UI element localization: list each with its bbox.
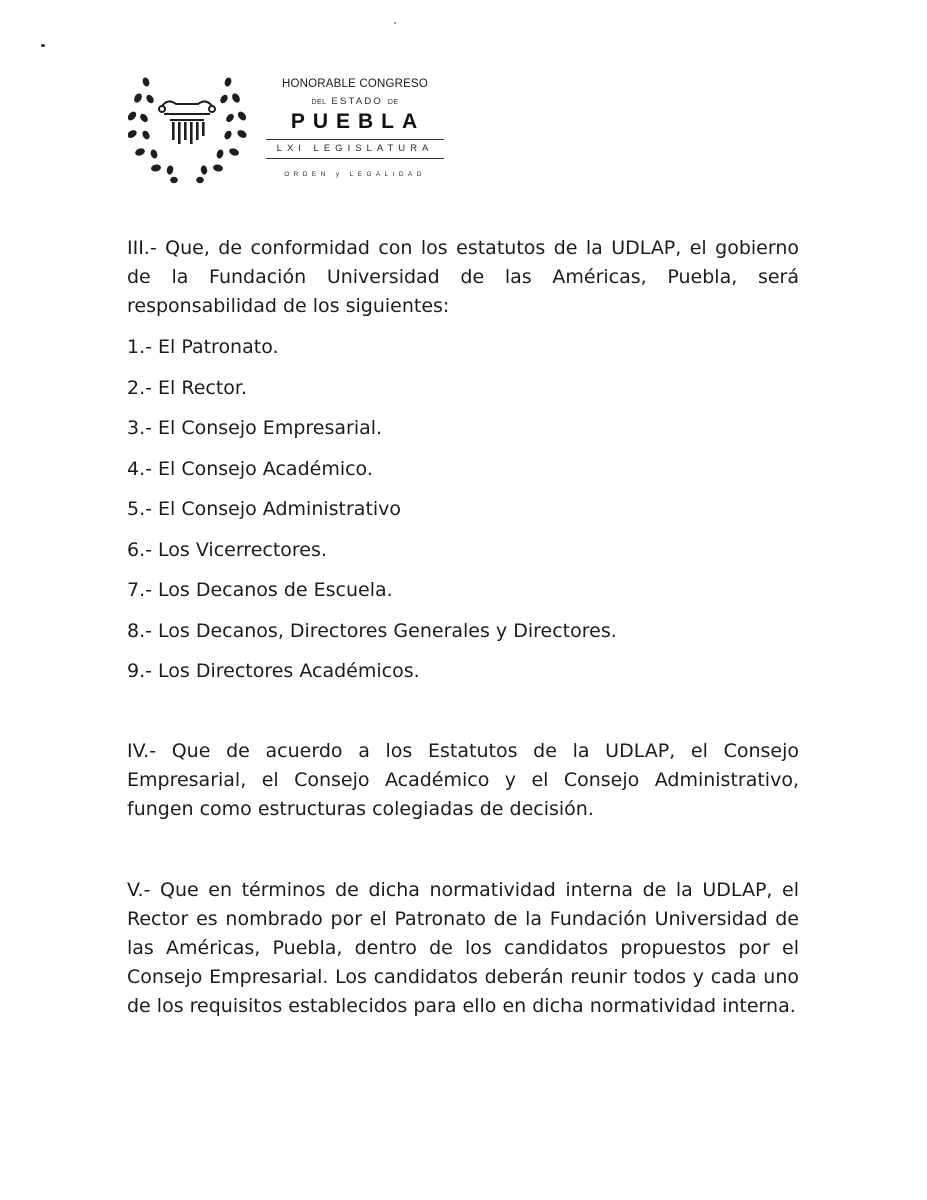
letterhead bbox=[128, 72, 448, 192]
letterhead-state-line bbox=[260, 96, 450, 107]
list-item: 5.- El Consejo Administrativo bbox=[127, 498, 402, 520]
list-item: 8.- Los Decanos, Directores Generales y Directores. bbox=[127, 620, 617, 642]
list-item: 4.- El Consejo Académico. bbox=[127, 458, 373, 480]
letterhead-state-word: ESTADO bbox=[331, 96, 383, 107]
letterhead-congress-name: HONORABLE CONGRESO bbox=[281, 78, 429, 90]
list-item: 1.- El Patronato. bbox=[127, 336, 279, 358]
list-item: 9.- Los Directores Académicos. bbox=[127, 660, 420, 682]
paragraph-iv: IV.- Que de acuerdo a los Estatutos de la UDLAP, el Consejo Empresarial, el Consejo Académico y el Consejo Administrativo, fungen como estructuras colegiadas de decisión. bbox=[127, 740, 799, 820]
letterhead-text bbox=[260, 78, 450, 178]
laurel-column-emblem-icon bbox=[128, 72, 252, 184]
list-item: 7.- Los Decanos de Escuela. bbox=[127, 579, 393, 601]
scan-speck bbox=[394, 22, 396, 24]
list-item: 2.- El Rector. bbox=[127, 377, 248, 399]
letterhead-divider bbox=[266, 158, 444, 159]
letterhead-legislature: LXI LEGISLATURA bbox=[276, 143, 434, 154]
letterhead-state-name: PUEBLA bbox=[290, 110, 426, 133]
paragraph-v: V.- Que en términos de dicha normatividad interna de la UDLAP, el Rector es nombrado por el Patronato de la Fundación Universidad de las Américas, Puebla, dentro de los candidatos propuestos por el Consejo Empresarial. Los candidatos deberán reunir todos y cada uno de los requisitos establecidos para ello en dicha normatividad interna. bbox=[127, 879, 799, 1017]
letterhead-state-suffix: DE bbox=[387, 99, 399, 106]
paragraph-iii: III.- Que, de conformidad con los estatutos de la UDLAP, el gobierno de la Fundación Universidad de las Américas, Puebla, será responsabilidad de los siguientes: bbox=[127, 237, 799, 317]
scan-speck bbox=[41, 44, 45, 47]
list-item: 3.- El Consejo Empresarial. bbox=[127, 417, 383, 439]
letterhead-divider bbox=[266, 139, 444, 140]
letterhead-state-prefix: DEL bbox=[311, 99, 327, 106]
letterhead-motto: ORDEN y LEGALIDAD bbox=[284, 171, 426, 178]
list-item: 6.- Los Vicerrectores. bbox=[127, 539, 327, 561]
